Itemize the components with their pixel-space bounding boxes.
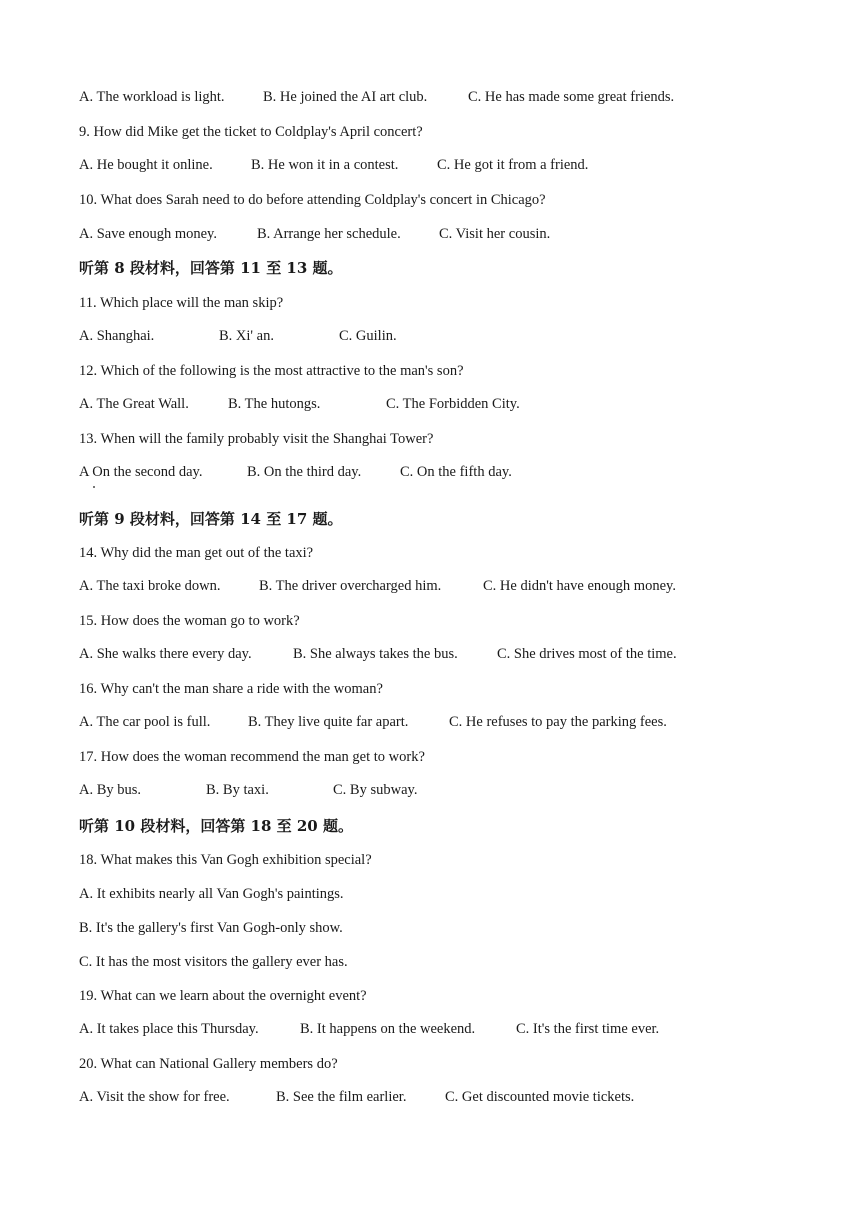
option-9c: C. He got it from a friend. <box>437 157 589 173</box>
option-14b: B. The driver overcharged him. <box>259 578 442 594</box>
option-10a: A. Save enough money. <box>79 226 217 242</box>
option-17b: B. By taxi. <box>206 782 269 798</box>
option-17a: A. By bus. <box>79 782 142 798</box>
option-12c: C. The Forbidden City. <box>386 396 520 412</box>
option-13b: B. On the third day. <box>247 464 362 480</box>
option-10b: B. Arrange her schedule. <box>257 226 401 242</box>
question-10: 10. What does Sarah need to do before attending Coldplay's concert in Chicago? <box>79 192 546 208</box>
question-16: 16. Why can't the man share a ride with the woman? <box>79 681 383 697</box>
question-19: 19. What can we learn about the overnight event? <box>79 988 367 1004</box>
option-13c: C. On the fifth day. <box>400 464 512 480</box>
option-19c: C. It's the first time ever. <box>516 1021 660 1037</box>
option-19b: B. It happens on the weekend. <box>300 1021 476 1037</box>
option-10c: C. Visit her cousin. <box>439 226 551 242</box>
question-12: 12. Which of the following is the most attractive to the man's son? <box>79 363 464 379</box>
option-8a: A. The workload is light. <box>79 89 225 105</box>
option-8c: C. He has made some great friends. <box>468 89 675 105</box>
option-12a: A. The Great Wall. <box>79 396 189 412</box>
question-9: 9. How did Mike get the ticket to Coldplay's April concert? <box>79 124 423 140</box>
option-14a: A. The taxi broke down. <box>79 578 221 594</box>
option-20c: C. Get discounted movie tickets. <box>445 1089 635 1105</box>
section-heading-9: 听第 9 段材料，回答第 14 至 17 题。 <box>79 510 343 528</box>
option-18c: C. It has the most visitors the gallery ever has. <box>79 954 348 970</box>
question-11: 11. Which place will the man skip? <box>79 295 284 311</box>
option-18a: A. It exhibits nearly all Van Gogh's paintings. <box>79 886 344 902</box>
option-11c: C. Guilin. <box>339 328 397 344</box>
option-9b: B. He won it in a contest. <box>251 157 399 173</box>
option-8b: B. He joined the AI art club. <box>263 89 428 105</box>
option-11a: A. Shanghai. <box>79 328 155 344</box>
question-18: 18. What makes this Van Gogh exhibition special? <box>79 852 372 868</box>
option-20a: A. Visit the show for free. <box>79 1089 230 1105</box>
section-heading-10: 听第 10 段材料，回答第 18 至 20 题。 <box>79 817 353 835</box>
question-14: 14. Why did the man get out of the taxi? <box>79 545 314 561</box>
option-20b: B. See the film earlier. <box>276 1089 407 1105</box>
scan-speck <box>93 486 95 488</box>
option-12b: B. The hutongs. <box>228 396 321 412</box>
option-14c: C. He didn't have enough money. <box>483 578 676 594</box>
question-15: 15. How does the woman go to work? <box>79 613 300 629</box>
option-15a: A. She walks there every day. <box>79 646 252 662</box>
section-heading-8: 听第 8 段材料，回答第 11 至 13 题。 <box>79 259 343 277</box>
question-20: 20. What can National Gallery members do? <box>79 1056 338 1072</box>
option-18b: B. It's the gallery's first Van Gogh-only show. <box>79 920 343 936</box>
option-19a: A. It takes place this Thursday. <box>79 1021 259 1037</box>
option-15b: B. She always takes the bus. <box>293 646 458 662</box>
option-11b: B. Xi' an. <box>219 328 274 344</box>
question-13: 13. When will the family probably visit the Shanghai Tower? <box>79 431 434 447</box>
option-9a: A. He bought it online. <box>79 157 213 173</box>
option-16a: A. The car pool is full. <box>79 714 211 730</box>
option-15c: C. She drives most of the time. <box>497 646 677 662</box>
option-17c: C. By subway. <box>333 782 418 798</box>
question-17: 17. How does the woman recommend the man get to work? <box>79 749 425 765</box>
option-16c: C. He refuses to pay the parking fees. <box>449 714 667 730</box>
option-16b: B. They live quite far apart. <box>248 714 409 730</box>
option-13a: A On the second day. <box>79 464 203 480</box>
